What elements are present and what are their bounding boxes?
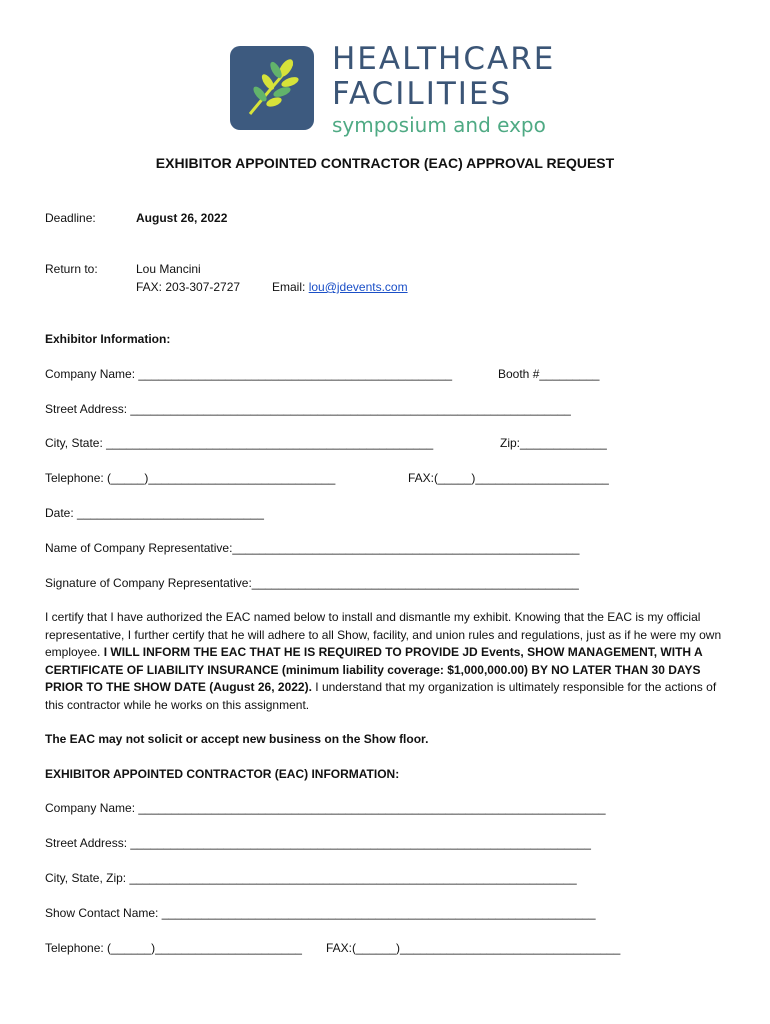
date-field[interactable]: Date: ____________________________ (45, 506, 264, 520)
rep-signature-field[interactable]: Signature of Company Representative:_________________________________________________ (45, 576, 579, 590)
certification-text-2: I understand that my organization is ultimately responsible for the actions of this contractor while he works on this assignment. (45, 680, 717, 712)
street-address-field[interactable]: Street Address: __________________________________________________________________ (45, 402, 571, 416)
booth-field[interactable]: Booth #_________ (498, 367, 600, 381)
eac-street-address-field[interactable]: Street Address: _____________________________________________________________________ (45, 836, 591, 850)
return-to-label: Return to: (45, 262, 98, 276)
telephone-field[interactable]: Telephone: (_____)____________________________ (45, 471, 336, 485)
deadline-label: Deadline: (45, 211, 96, 225)
email-label: Email: (272, 280, 309, 294)
eac-telephone-field[interactable]: Telephone: (______)______________________ (45, 941, 302, 955)
certification-bold-text: I WILL INFORM THE EAC THAT HE IS REQUIRED TO PROVIDE JD Events, SHOW MANAGEMENT, WITH A CERTIFICATE OF LIABILITY INSURANCE (minimum liability coverage: $1,000,000.00) BY NO LATER THAN 30 DAYS PRIOR TO THE SHOW DATE (August 26, 2022). (45, 645, 703, 694)
city-state-field[interactable]: City, State: _________________________________________________ (45, 436, 434, 450)
eac-info-heading: EXHIBITOR APPOINTED CONTRACTOR (EAC) INFORMATION: (45, 767, 400, 781)
exhibitor-info-heading: Exhibitor Information: (45, 332, 171, 346)
eac-show-contact-field[interactable]: Show Contact Name: _________________________________________________________________ (45, 906, 596, 920)
deadline-value: August 26, 2022 (136, 211, 228, 225)
eac-company-name-field[interactable]: Company Name: ______________________________________________________________________ (45, 801, 606, 815)
eac-city-state-zip-field[interactable]: City, State, Zip: ___________________________________________________________________ (45, 871, 577, 885)
company-name-field[interactable]: Company Name: _______________________________________________ (45, 367, 453, 381)
email-link[interactable]: lou@jdevents.com (308, 280, 408, 294)
leaf-branch-icon (230, 46, 314, 130)
return-to-name: Lou Mancini (136, 262, 201, 276)
fax-field[interactable]: FAX:(_____)____________________ (408, 471, 609, 485)
logo-tile (230, 46, 314, 130)
logo-wordmark-line1: HEALTHCARE (332, 41, 556, 77)
rep-name-field[interactable]: Name of Company Representative:____________________________________________________ (45, 541, 580, 555)
return-to-fax: FAX: 203-307-2727 (136, 280, 241, 294)
certification-text-1: I certify that I have authorized the EAC named below to install and dismantle my exhibit. Knowing that the EAC is my official representative, I further certify that he will adhere to all Show, facility, and union rules and regulations, just as if he were my own employee. (45, 610, 722, 659)
eac-fax-field[interactable]: FAX:(______)_________________________________ (326, 941, 621, 955)
page-title: EXHIBITOR APPOINTED CONTRACTOR (EAC) APPROVAL REQUEST (155, 155, 615, 171)
logo-tagline: symposium and expo (332, 113, 546, 137)
certification-paragraph (45, 609, 725, 714)
no-solicit-notice: The EAC may not solicit or accept new business on the Show floor. (45, 732, 429, 746)
logo-wordmark-line2: FACILITIES (332, 76, 513, 112)
zip-field[interactable]: Zip:_____________ (500, 436, 607, 450)
return-to-email-line (272, 280, 408, 294)
